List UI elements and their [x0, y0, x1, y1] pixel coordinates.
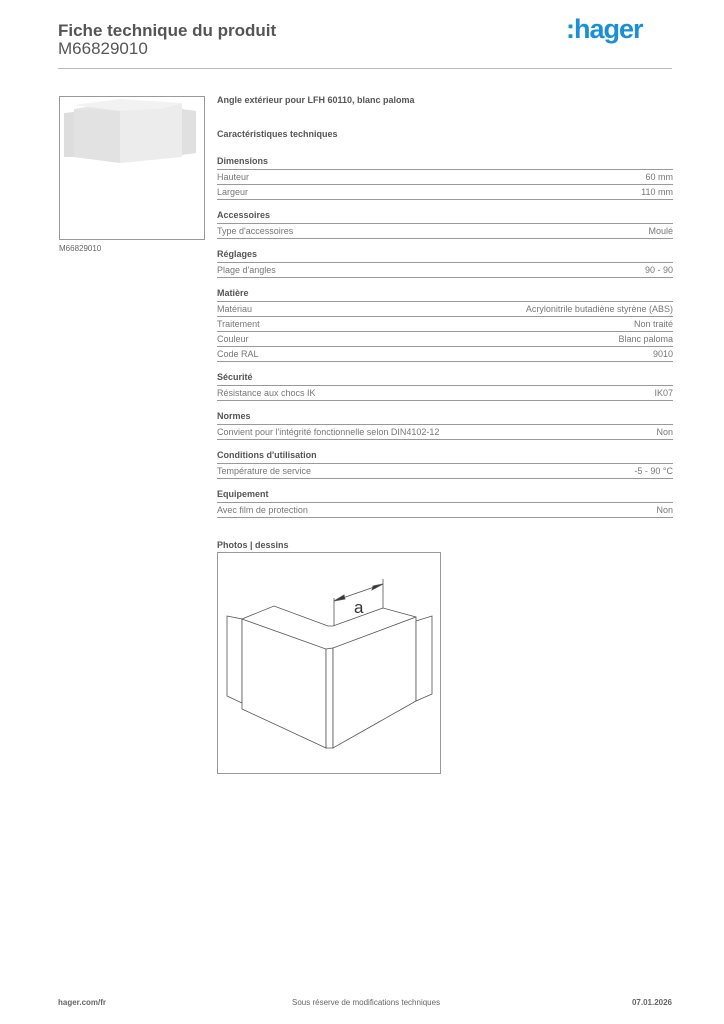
- spec-label: Convient pour l'intégrité fonctionnelle selon DIN4102-12: [217, 427, 440, 437]
- section-3: [217, 288, 673, 362]
- header-divider: [58, 68, 672, 69]
- footer-note: Sous réserve de modifications techniques: [292, 998, 441, 1007]
- spec-label: Résistance aux chocs IK: [217, 388, 316, 398]
- left-flange: [227, 616, 242, 703]
- section-5: [217, 411, 673, 440]
- characteristics-heading: Caractéristiques techniques: [217, 129, 338, 139]
- spec-row: [217, 185, 673, 200]
- section-title: Equipement: [217, 489, 673, 503]
- product-details: [217, 95, 673, 550]
- spec-label: Avec film de protection: [217, 505, 308, 515]
- spec-value: 110 mm: [641, 187, 673, 197]
- spec-value: Acrylonitrile butadiène styrène (ABS): [525, 304, 673, 314]
- spec-value: Blanc paloma: [618, 334, 673, 344]
- spec-label: Code RAL: [217, 349, 259, 359]
- right-face: [333, 617, 416, 748]
- spec-row: [217, 317, 673, 332]
- section-1: [217, 210, 673, 239]
- spec-value: 60 mm: [645, 172, 673, 182]
- section-title: Sécurité: [217, 372, 673, 386]
- section-0: [217, 156, 673, 200]
- product-description: Angle extérieur pour LFH 60110, blanc paloma: [217, 95, 415, 105]
- spec-value: 90 - 90: [644, 265, 673, 275]
- spec-value: Non: [656, 427, 673, 437]
- spec-row: [217, 386, 673, 401]
- right-flange: [416, 616, 432, 701]
- dimension-label: a: [354, 598, 364, 617]
- section-7: [217, 489, 673, 518]
- spec-row: [217, 464, 673, 479]
- spec-label: Hauteur: [217, 172, 250, 182]
- spec-row: [217, 224, 673, 239]
- technical-drawing: [217, 552, 441, 774]
- section-title: Matière: [217, 288, 673, 302]
- section-title: Réglages: [217, 249, 673, 263]
- spec-label: Matériau: [217, 304, 253, 314]
- spec-value: Non: [656, 505, 673, 515]
- spec-label: Traitement: [217, 319, 260, 329]
- product-code: M66829010: [58, 39, 148, 58]
- section-title: Conditions d'utilisation: [217, 450, 673, 464]
- image-caption: M66829010: [59, 244, 102, 253]
- photos-heading: Photos | dessins: [217, 540, 289, 550]
- spec-row: [217, 347, 673, 362]
- section-title: Dimensions: [217, 156, 673, 170]
- spec-row: [217, 503, 673, 518]
- spec-value: Non traité: [633, 319, 673, 329]
- section-6: [217, 450, 673, 479]
- spec-row: [217, 302, 673, 317]
- section-2: [217, 249, 673, 278]
- spec-label: Plage d'angles: [217, 265, 276, 275]
- spec-value: 9010: [652, 349, 673, 359]
- spec-value: IK07: [654, 388, 673, 398]
- spec-value: Moulé: [648, 226, 673, 236]
- section-title: Accessoires: [217, 210, 673, 224]
- left-face: [242, 619, 326, 748]
- characteristics-sections: [217, 156, 673, 518]
- spec-row: [217, 170, 673, 185]
- section-4: [217, 372, 673, 401]
- spec-label: Température de service: [217, 466, 312, 476]
- spec-row: [217, 332, 673, 347]
- section-title: Normes: [217, 411, 673, 425]
- spec-label: Type d'accessoires: [217, 226, 294, 236]
- hager-logo: :hager: [566, 14, 643, 44]
- spec-row: [217, 425, 673, 440]
- page-title: Fiche technique du produit: [58, 21, 277, 40]
- spec-value: -5 - 90 °C: [634, 466, 673, 476]
- spec-label: Largeur: [217, 187, 249, 197]
- footer-site[interactable]: hager.com/fr: [58, 998, 107, 1007]
- spec-row: [217, 263, 673, 278]
- footer-date: 07.01.2026: [631, 998, 672, 1007]
- product-image: [59, 96, 205, 240]
- spec-label: Couleur: [217, 334, 249, 344]
